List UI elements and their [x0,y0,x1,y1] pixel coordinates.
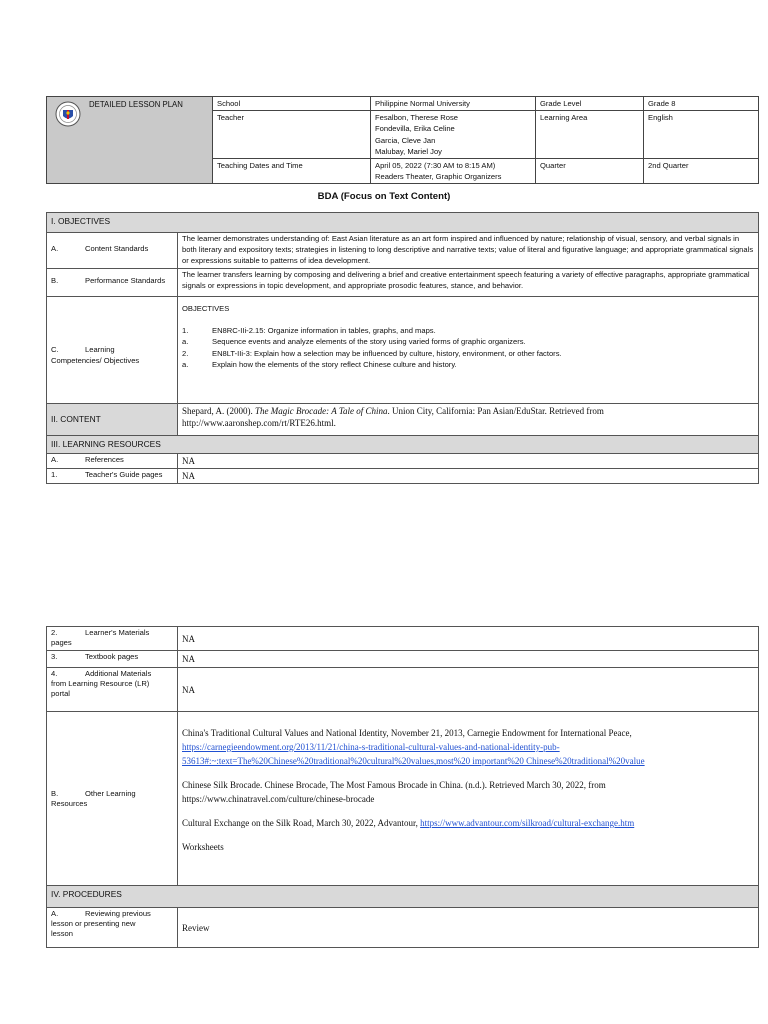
item-number: a. [182,360,189,370]
lesson-plan-title: DETAILED LESSON PLAN [89,100,183,109]
item-text: Sequence events and analyze elements of the story using varied forms of graphic organizers. [212,336,526,346]
quarter-value: 2nd Quarter [644,159,759,184]
item-number: a. [182,336,189,346]
teacher-label: Teacher [213,111,371,159]
performance-standards-label [47,269,178,297]
grade-label: Grade Level [536,97,644,111]
row-label-cont: portal [51,689,70,698]
resources-heading: III. LEARNING RESOURCES [47,436,759,454]
row-key: 1. [51,469,58,479]
row-key: 3. [51,652,58,661]
teacher-name: Fondevilla, Erika Celine [375,124,455,134]
row-label: Content Standards [85,244,149,253]
other-resources-label [47,712,178,886]
reviewing-lesson-value: Review [178,908,759,948]
resource-citation: China's Traditional Cultural Values and National Identity, November 21, 2013, Carnegie Endowment for International Peace, [182,728,632,738]
row-label-cont: lesson [51,929,73,938]
teacher-name: Garcia, Cleve Jan [375,135,436,145]
row-label: Other Learning [85,788,136,798]
dates-label: Teaching Dates and Time [213,159,371,184]
teacher-name: Malubay, Mariel Joy [375,146,442,156]
row-key: A. [51,909,59,918]
content-standards-text: The learner demonstrates understanding of: East Asian literature as an art form inspired and influenced by nature; relationship of visual, sensory, and verbal signals in both literary and expository texts; strategies in listening to long descriptive and narrative texts; value of literal and figurative language; and appropriate grammatical signals or expressions suitable to patterns of idea development. [178,233,759,269]
row-label: Additional Materials [85,669,152,678]
row-label-cont: pages [51,638,72,647]
teachers-guide-label [47,468,178,483]
citation-publisher: . Union City, California: Pan Asian/EduStar. Retrieved from [387,406,604,416]
resource-link[interactable]: 53613#:~:text=The%20Chinese%20traditional%20cultural%20values,most%20 important%20 Chinese%20traditional%20value [182,756,645,766]
resource-link[interactable]: https://carnegieendowment.org/2013/11/21/china-s-traditional-cultural-values-and-national-identity-pub- [182,742,560,752]
row-key: 2. [51,628,58,637]
row-label: Textbook pages [85,652,139,661]
additional-materials-value: NA [178,668,759,712]
references-value: NA [178,453,759,468]
deped-seal-icon [55,101,81,127]
resource-worksheets: Worksheets [182,842,224,852]
item-text: EN8LT-IIi-3: Explain how a selection may be influenced by culture, history, environment, or other factors. [212,349,562,359]
row-key: C. [51,345,59,355]
row-label-cont: from Learning Resource (LR) [51,679,150,688]
competencies-heading: OBJECTIVES [182,304,230,313]
school-label: School [213,97,371,111]
competencies-label [47,297,178,404]
content-citation [178,404,759,436]
resource-citation-line [182,816,754,830]
resource-citation: Chinese Silk Brocade. Chinese Brocade, The Most Famous Brocade in China. (n.d.). Retrieved March 30, 2022, from [182,780,606,790]
item-text: EN8RC-IIi-2.15: Organize information in tables, graphs, and maps. [212,325,436,335]
grade-value: Grade 8 [644,97,759,111]
row-key: A. [51,244,59,253]
learners-materials-value: NA [178,627,759,651]
resource-link[interactable]: https://www.advantour.com/silkroad/cultural-exchange.htm [420,818,635,828]
references-label [47,453,178,468]
row-label-cont: Resources [51,798,88,808]
dates-topic: Readers Theater, Graphic Organizers [375,172,502,182]
additional-materials-label [47,668,178,712]
item-number: 2. [182,349,189,359]
row-label: Teacher's Guide pages [85,469,163,479]
other-resources-cell [178,712,759,886]
reviewing-lesson-label [47,908,178,948]
header-logo-cell [47,97,213,184]
row-key: A. [51,454,59,464]
row-label: Learning [85,345,115,355]
resource-url: https://www.chinatravel.com/culture/chinese-brocade [182,794,375,804]
citation-url: http://www.aaronshep.com/rt/RTE26.html. [182,418,336,428]
teacher-names [371,111,536,159]
page-subtitle: BDA (Focus on Text Content) [317,191,451,202]
item-number: 1. [182,325,189,335]
row-label: References [85,454,124,464]
performance-standards-text: The learner transfers learning by composing and delivering a brief and creative entertainment speech featuring a variety of effective paragraphs, appropriate grammatical signals or expressions in topic development, and appropriate prosodic features, stance, and behavior. [178,269,759,297]
objectives-table [46,212,759,484]
citation-author: Shepard, A. (2000). [182,406,255,416]
row-label-cont: lesson or presenting new [51,919,136,928]
citation-title: The Magic Brocade: A Tale of China [255,406,388,416]
textbook-value: NA [178,651,759,668]
content-standards-label [47,233,178,269]
dates-value [371,159,536,184]
teacher-name: Fesalbon, Therese Rose [375,113,459,123]
learners-materials-label [47,627,178,651]
quarter-label: Quarter [536,159,644,184]
row-label-cont: Competencies/ Objectives [51,356,140,365]
item-text: Explain how the elements of the story reflect Chinese culture and history. [212,360,457,370]
teachers-guide-value: NA [178,468,759,483]
resources-table [46,626,759,948]
row-key: 4. [51,669,58,678]
row-label: Reviewing previous [85,909,151,918]
row-label: Performance Standards [85,276,166,285]
row-label: Learner's Materials [85,628,150,637]
resource-citation: Cultural Exchange on the Silk Road, March 30, 2022, Advantour, [182,818,418,828]
competencies-cell [178,297,759,404]
dates-time: April 05, 2022 (7:30 AM to 8:15 AM) [375,161,496,171]
school-value: Philippine Normal University [371,97,536,111]
row-key: B. [51,788,59,798]
procedures-heading: IV. PROCEDURES [47,886,759,908]
objectives-heading: I. OBJECTIVES [47,213,759,233]
content-heading: II. CONTENT [47,404,178,436]
area-value: English [644,111,759,159]
row-key: B. [51,276,59,285]
lesson-header-table [46,96,759,184]
area-label: Learning Area [536,111,644,159]
textbook-label [47,651,178,668]
